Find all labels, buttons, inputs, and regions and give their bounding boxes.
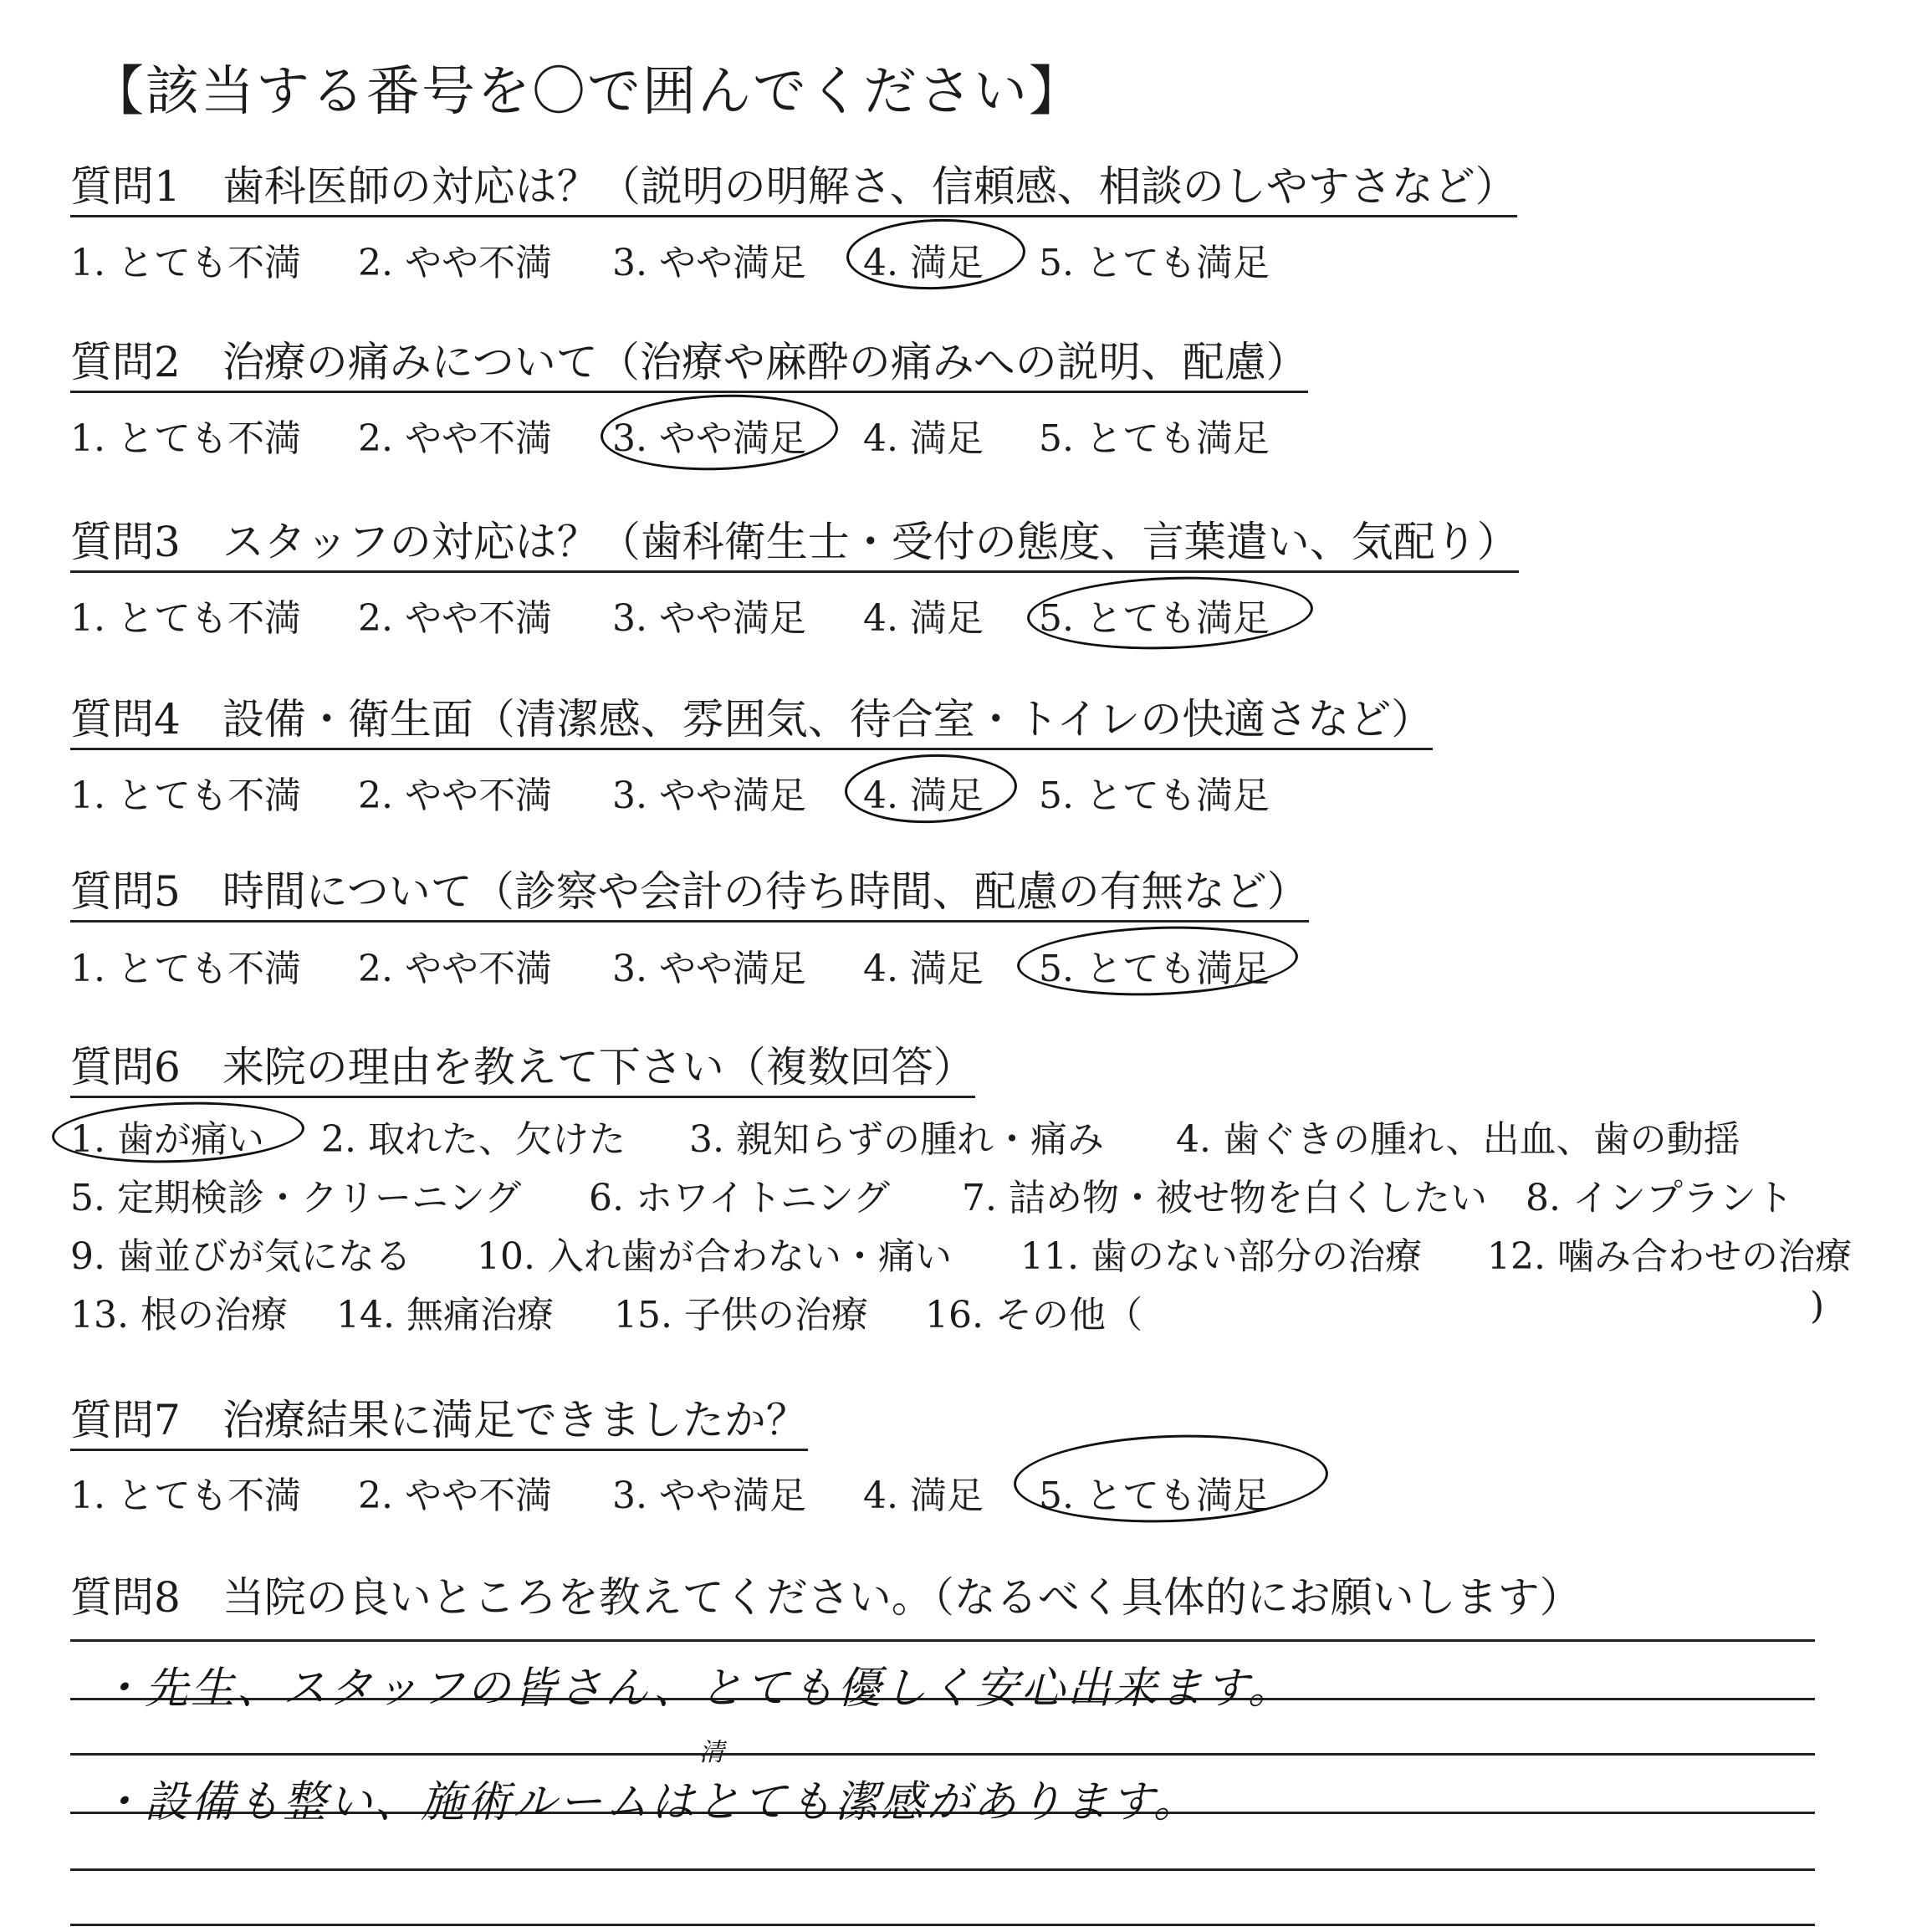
question-text: 設備・衛生面（清潔感、雰囲気、待合室・トイレの快適さなど） — [222, 695, 1434, 744]
question-number: 質問4 — [70, 695, 181, 744]
question-title — [70, 1397, 808, 1451]
question-number: 質問7 — [70, 1396, 181, 1444]
option-3[interactable]: 3. やや満足 — [612, 1475, 806, 1517]
reason-option[interactable]: 3. 親知らずの腫れ・痛み — [689, 1118, 1104, 1161]
option-4[interactable]: 4. 満足 — [863, 417, 984, 460]
instruction-header: 【該当する番号を〇で囲んでください】 — [90, 61, 1084, 123]
selection-circle — [1012, 1429, 1329, 1527]
option-4[interactable]: 4. 満足 — [863, 597, 984, 640]
option-1[interactable]: 1. とても不満 — [70, 417, 301, 460]
reason-option[interactable]: 11. 歯のない部分の治療 — [1020, 1235, 1422, 1278]
handwritten-answer: ・先生、スタッフの皆さん、とても優しく安心出来ます。 — [99, 1664, 1294, 1714]
option-1[interactable]: 1. とても不満 — [70, 1475, 301, 1517]
selection-circle — [844, 751, 1019, 825]
other-close-paren: ) — [1810, 1285, 1825, 1327]
handwritten-answer: ・設備も整い、施術ルームはとても潔感があります。 — [99, 1777, 1199, 1827]
question-text: 治療の痛みについて（治療や麻酔の痛みへの説明、配慮） — [222, 338, 1308, 386]
option-5[interactable]: 5. とても満足 — [1039, 948, 1270, 990]
question-title — [70, 1574, 1582, 1626]
question-title — [70, 163, 1517, 217]
answer-line — [70, 1639, 1815, 1642]
option-4[interactable]: 4. 満足 — [863, 242, 984, 284]
reason-option[interactable]: 2. 取れた、欠けた — [321, 1118, 626, 1161]
reason-option[interactable]: 9. 歯並びが気になる — [70, 1235, 411, 1278]
question-number: 質問1 — [70, 162, 181, 211]
reason-option[interactable]: 1. 歯が痛い — [70, 1118, 264, 1161]
reason-option[interactable]: 4. 歯ぐきの腫れ、出血、歯の動揺 — [1176, 1118, 1740, 1161]
option-3[interactable]: 3. やや満足 — [612, 948, 806, 990]
selection-circle — [846, 216, 1027, 292]
question-title — [70, 696, 1433, 750]
answer-line — [70, 1868, 1815, 1871]
reason-option[interactable]: 10. 入れ歯が合わない・痛い — [477, 1235, 952, 1278]
option-5[interactable]: 5. とても満足 — [1039, 774, 1270, 817]
reason-option[interactable]: 16. その他（ — [925, 1294, 1142, 1337]
option-4[interactable]: 4. 満足 — [863, 1475, 984, 1517]
question-text: 来院の理由を教えて下さい（複数回答） — [222, 1043, 975, 1091]
question-number: 質問2 — [70, 338, 181, 386]
option-2[interactable]: 2. やや不満 — [358, 1475, 552, 1517]
option-2[interactable]: 2. やや不満 — [358, 774, 552, 817]
option-1[interactable]: 1. とても不満 — [70, 242, 301, 284]
option-5[interactable]: 5. とても満足 — [1039, 417, 1270, 460]
option-1[interactable]: 1. とても不満 — [70, 597, 301, 640]
question-title — [70, 519, 1519, 573]
question-text: スタッフの対応は？（歯科衛生士・受付の態度、言葉遣い、気配り） — [222, 518, 1519, 566]
option-3[interactable]: 3. やや満足 — [612, 597, 806, 640]
reason-option[interactable]: 8. インプラント — [1526, 1177, 1793, 1219]
option-4[interactable]: 4. 満足 — [863, 948, 984, 990]
answer-line — [70, 1753, 1815, 1756]
option-1[interactable]: 1. とても不満 — [70, 774, 301, 817]
answer-line — [70, 1924, 1815, 1926]
selection-circle — [1026, 572, 1315, 654]
question-title — [70, 339, 1308, 393]
reason-option[interactable]: 5. 定期検診・クリーニング — [70, 1177, 522, 1219]
question-text: 治療結果に満足できましたか？ — [222, 1396, 808, 1444]
option-1[interactable]: 1. とても不満 — [70, 948, 301, 990]
option-5[interactable]: 5. とても満足 — [1039, 1475, 1270, 1517]
reason-option[interactable]: 12. 噛み合わせの治療 — [1487, 1235, 1852, 1278]
question-text: 当院の良いところを教えてください。（なるべく具体的にお願いします） — [222, 1573, 1582, 1622]
option-3[interactable]: 3. やや満足 — [612, 774, 806, 817]
option-5[interactable]: 5. とても満足 — [1039, 597, 1270, 640]
reason-option[interactable]: 6. ホワイトニング — [589, 1177, 891, 1219]
option-5[interactable]: 5. とても満足 — [1039, 242, 1270, 284]
option-2[interactable]: 2. やや不満 — [358, 948, 552, 990]
option-4[interactable]: 4. 満足 — [863, 774, 984, 817]
question-text: 時間について（診察や会計の待ち時間、配慮の有無など） — [222, 867, 1309, 916]
reason-option[interactable]: 13. 根の治療 — [70, 1294, 288, 1337]
question-number: 質問6 — [70, 1043, 181, 1091]
reason-option[interactable]: 7. 詰め物・被せ物を白くしたい — [962, 1177, 1487, 1219]
handwritten-insert-mark: 清 — [699, 1738, 724, 1767]
option-2[interactable]: 2. やや不満 — [358, 242, 552, 284]
option-2[interactable]: 2. やや不満 — [358, 417, 552, 460]
question-title — [70, 1044, 975, 1098]
option-3[interactable]: 3. やや満足 — [612, 417, 806, 460]
reason-option[interactable]: 15. 子供の治療 — [614, 1294, 868, 1337]
option-2[interactable]: 2. やや不満 — [358, 597, 552, 640]
question-title — [70, 868, 1309, 923]
question-number: 質問3 — [70, 518, 181, 566]
question-text: 歯科医師の対応は？（説明の明解さ、信頼感、相談のしやすさなど） — [222, 162, 1517, 211]
reason-option[interactable]: 14. 無痛治療 — [336, 1294, 554, 1337]
question-number: 質問8 — [70, 1573, 181, 1622]
question-number: 質問5 — [70, 867, 181, 916]
option-3[interactable]: 3. やや満足 — [612, 242, 806, 284]
